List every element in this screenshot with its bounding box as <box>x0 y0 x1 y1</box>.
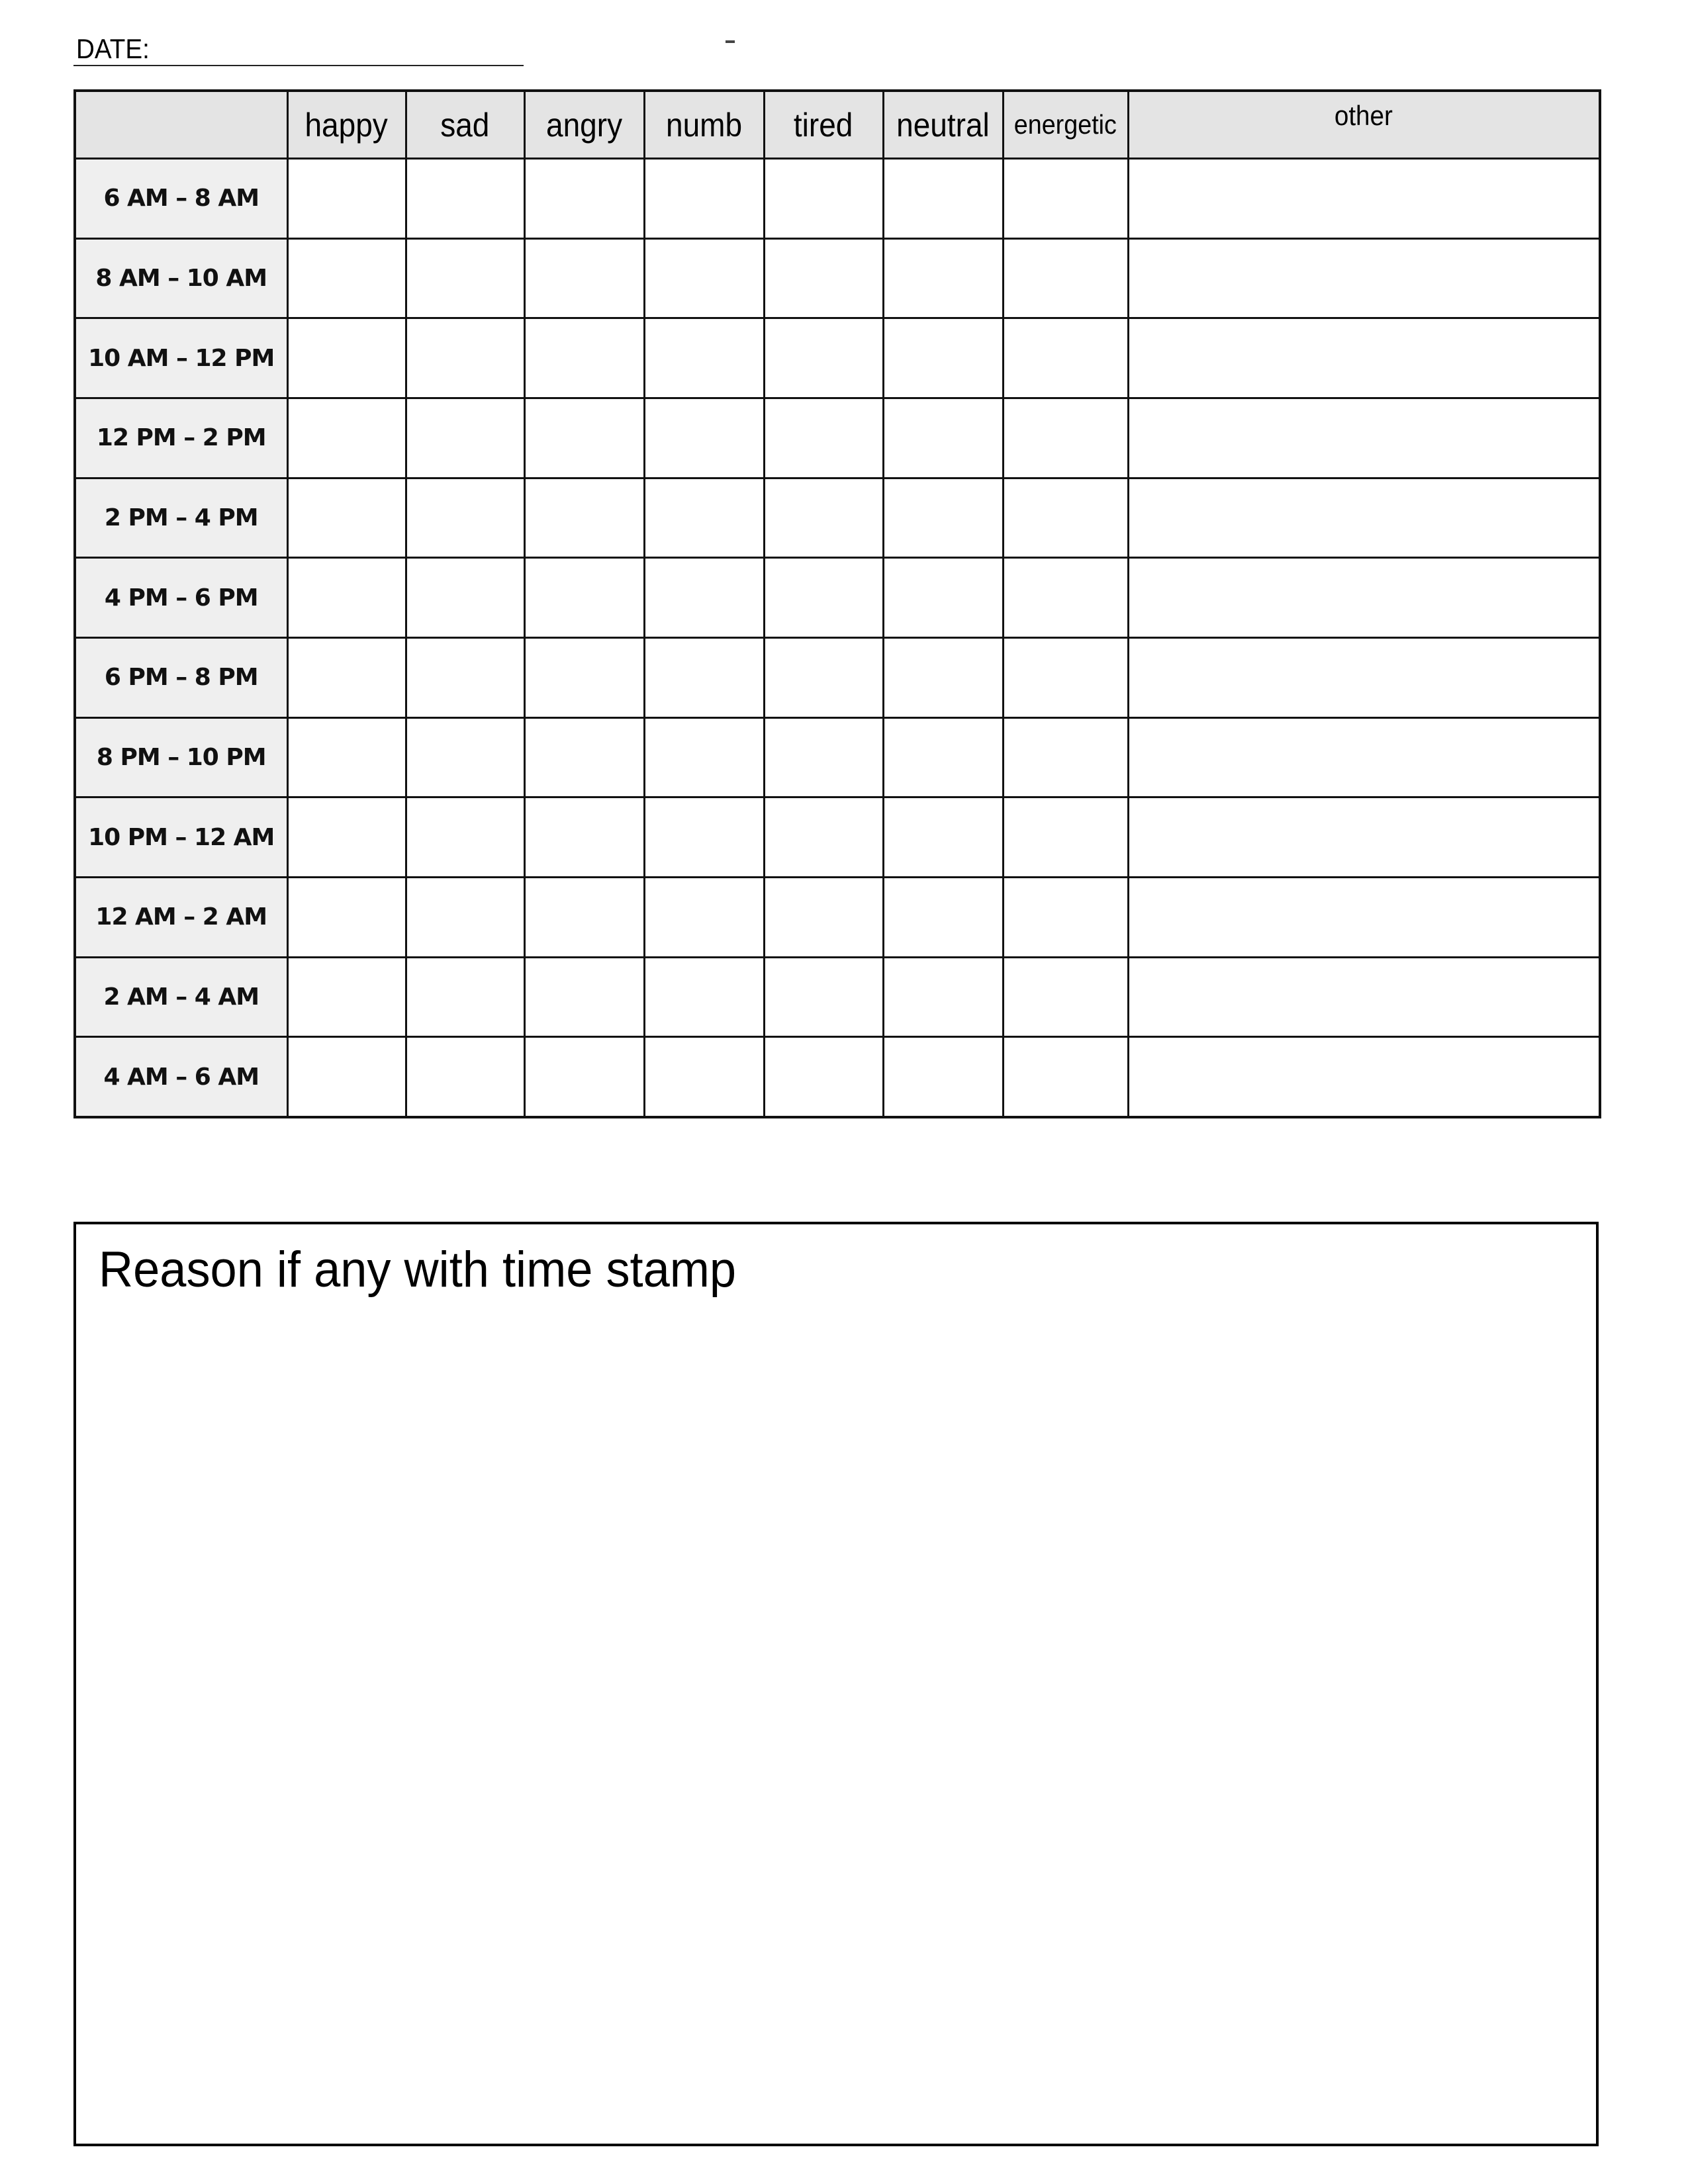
mood-cell-sad[interactable] <box>406 1037 524 1117</box>
mood-cell-angry[interactable] <box>524 957 644 1037</box>
mood-cell-energetic[interactable] <box>1003 478 1128 558</box>
table-row <box>75 957 1600 1037</box>
mood-cell-sad[interactable] <box>406 238 524 318</box>
mood-cell-neutral[interactable] <box>883 717 1003 797</box>
mood-cell-energetic[interactable] <box>1003 398 1128 478</box>
table-row <box>75 797 1600 878</box>
mood-cell-neutral[interactable] <box>883 558 1003 638</box>
column-header-other: other <box>1128 91 1600 159</box>
mood-cell-numb[interactable] <box>644 238 764 318</box>
mood-cell-numb[interactable] <box>644 159 764 239</box>
mood-cell-numb[interactable] <box>644 637 764 717</box>
reason-input[interactable] <box>89 1310 1583 2130</box>
time-slot-label: 10 PM – 12 AM <box>75 797 287 878</box>
mood-cell-happy[interactable] <box>287 398 406 478</box>
header-row <box>75 91 1600 159</box>
mood-cell-other[interactable] <box>1128 238 1600 318</box>
mood-cell-tired[interactable] <box>764 318 883 398</box>
table-row <box>75 637 1600 717</box>
mood-cell-tired[interactable] <box>764 717 883 797</box>
mood-cell-sad[interactable] <box>406 558 524 638</box>
time-slot-label: 6 AM – 8 AM <box>75 159 287 239</box>
mood-cell-sad[interactable] <box>406 877 524 957</box>
column-header-happy: happy <box>287 91 406 159</box>
mood-cell-happy[interactable] <box>287 1037 406 1117</box>
mood-cell-sad[interactable] <box>406 637 524 717</box>
mood-cell-other[interactable] <box>1128 558 1600 638</box>
column-header-energetic: energetic <box>1003 91 1128 159</box>
mood-cell-tired[interactable] <box>764 238 883 318</box>
mood-cell-other[interactable] <box>1128 717 1600 797</box>
mood-cell-neutral[interactable] <box>883 478 1003 558</box>
table-row <box>75 478 1600 558</box>
time-slot-label: 12 AM – 2 AM <box>75 877 287 957</box>
column-header-angry: angry <box>524 91 644 159</box>
column-header-numb: numb <box>644 91 764 159</box>
column-header-sad: sad <box>406 91 524 159</box>
mood-cell-sad[interactable] <box>406 797 524 878</box>
mood-cell-tired[interactable] <box>764 797 883 878</box>
mood-cell-numb[interactable] <box>644 478 764 558</box>
reason-title: Reason if any with time stamp <box>99 1242 737 1298</box>
mood-cell-energetic[interactable] <box>1003 1037 1128 1117</box>
table-row <box>75 1037 1600 1117</box>
mood-cell-angry[interactable] <box>524 159 644 239</box>
time-slot-label: 4 PM – 6 PM <box>75 558 287 638</box>
mood-cell-neutral[interactable] <box>883 318 1003 398</box>
mood-cell-numb[interactable] <box>644 717 764 797</box>
mood-cell-sad[interactable] <box>406 159 524 239</box>
mood-cell-energetic[interactable] <box>1003 558 1128 638</box>
mood-tracker-table <box>73 89 1601 1118</box>
time-slot-label: 4 AM – 6 AM <box>75 1037 287 1117</box>
mood-cell-angry[interactable] <box>524 877 644 957</box>
mood-cell-numb[interactable] <box>644 398 764 478</box>
mood-cell-neutral[interactable] <box>883 877 1003 957</box>
mood-cell-tired[interactable] <box>764 398 883 478</box>
mood-cell-tired[interactable] <box>764 558 883 638</box>
mood-cell-other[interactable] <box>1128 637 1600 717</box>
mood-cell-numb[interactable] <box>644 1037 764 1117</box>
mood-cell-other[interactable] <box>1128 398 1600 478</box>
mood-cell-neutral[interactable] <box>883 1037 1003 1117</box>
mood-cell-angry[interactable] <box>524 398 644 478</box>
column-header-neutral: neutral <box>883 91 1003 159</box>
table-row <box>75 877 1600 957</box>
mood-cell-angry[interactable] <box>524 1037 644 1117</box>
stray-dash-mark <box>726 40 735 43</box>
mood-cell-neutral[interactable] <box>883 797 1003 878</box>
mood-cell-energetic[interactable] <box>1003 717 1128 797</box>
mood-cell-other[interactable] <box>1128 159 1600 239</box>
mood-cell-neutral[interactable] <box>883 238 1003 318</box>
column-header-tired: tired <box>764 91 883 159</box>
mood-cell-numb[interactable] <box>644 877 764 957</box>
mood-cell-tired[interactable] <box>764 159 883 239</box>
mood-cell-neutral[interactable] <box>883 159 1003 239</box>
mood-cell-angry[interactable] <box>524 318 644 398</box>
mood-cell-angry[interactable] <box>524 478 644 558</box>
mood-cell-happy[interactable] <box>287 637 406 717</box>
mood-cell-tired[interactable] <box>764 478 883 558</box>
mood-cell-angry[interactable] <box>524 238 644 318</box>
mood-cell-sad[interactable] <box>406 717 524 797</box>
mood-cell-sad[interactable] <box>406 957 524 1037</box>
mood-cell-angry[interactable] <box>524 717 644 797</box>
mood-cell-numb[interactable] <box>644 797 764 878</box>
mood-cell-other[interactable] <box>1128 957 1600 1037</box>
time-slot-label: 8 AM – 10 AM <box>75 238 287 318</box>
mood-cell-other[interactable] <box>1128 1037 1600 1117</box>
mood-cell-energetic[interactable] <box>1003 877 1128 957</box>
table-row <box>75 238 1600 318</box>
mood-cell-neutral[interactable] <box>883 957 1003 1037</box>
mood-cell-energetic[interactable] <box>1003 318 1128 398</box>
mood-cell-sad[interactable] <box>406 398 524 478</box>
mood-cell-tired[interactable] <box>764 637 883 717</box>
mood-cell-energetic[interactable] <box>1003 159 1128 239</box>
table-row <box>75 159 1600 239</box>
mood-cell-numb[interactable] <box>644 957 764 1037</box>
mood-cell-happy[interactable] <box>287 558 406 638</box>
mood-cell-numb[interactable] <box>644 558 764 638</box>
mood-cell-numb[interactable] <box>644 318 764 398</box>
table-row <box>75 558 1600 638</box>
mood-cell-energetic[interactable] <box>1003 637 1128 717</box>
mood-cell-sad[interactable] <box>406 318 524 398</box>
mood-cell-energetic[interactable] <box>1003 238 1128 318</box>
table-row <box>75 398 1600 478</box>
mood-cell-happy[interactable] <box>287 957 406 1037</box>
mood-cell-angry[interactable] <box>524 637 644 717</box>
mood-cell-sad[interactable] <box>406 478 524 558</box>
time-slot-label: 2 PM – 4 PM <box>75 478 287 558</box>
mood-cell-other[interactable] <box>1128 797 1600 878</box>
reason-box <box>73 1222 1599 2146</box>
mood-cell-other[interactable] <box>1128 318 1600 398</box>
mood-cell-happy[interactable] <box>287 238 406 318</box>
mood-cell-energetic[interactable] <box>1003 957 1128 1037</box>
date-label: DATE: <box>76 33 150 64</box>
time-slot-label: 12 PM – 2 PM <box>75 398 287 478</box>
mood-cell-angry[interactable] <box>524 797 644 878</box>
mood-cell-tired[interactable] <box>764 957 883 1037</box>
corner-cell <box>75 91 287 159</box>
mood-cell-tired[interactable] <box>764 877 883 957</box>
mood-cell-happy[interactable] <box>287 478 406 558</box>
mood-cell-angry[interactable] <box>524 558 644 638</box>
date-input[interactable] <box>160 34 520 65</box>
mood-cell-happy[interactable] <box>287 717 406 797</box>
time-slot-label: 10 AM – 12 PM <box>75 318 287 398</box>
mood-cell-other[interactable] <box>1128 877 1600 957</box>
mood-cell-happy[interactable] <box>287 877 406 957</box>
date-field <box>73 33 524 66</box>
mood-cell-other[interactable] <box>1128 478 1600 558</box>
mood-cell-tired[interactable] <box>764 1037 883 1117</box>
table-row <box>75 318 1600 398</box>
mood-cell-neutral[interactable] <box>883 398 1003 478</box>
time-slot-label: 6 PM – 8 PM <box>75 637 287 717</box>
mood-cell-happy[interactable] <box>287 318 406 398</box>
mood-cell-happy[interactable] <box>287 159 406 239</box>
mood-cell-happy[interactable] <box>287 797 406 878</box>
mood-cell-energetic[interactable] <box>1003 797 1128 878</box>
mood-cell-neutral[interactable] <box>883 637 1003 717</box>
time-slot-label: 2 AM – 4 AM <box>75 957 287 1037</box>
table-row <box>75 717 1600 797</box>
time-slot-label: 8 PM – 10 PM <box>75 717 287 797</box>
